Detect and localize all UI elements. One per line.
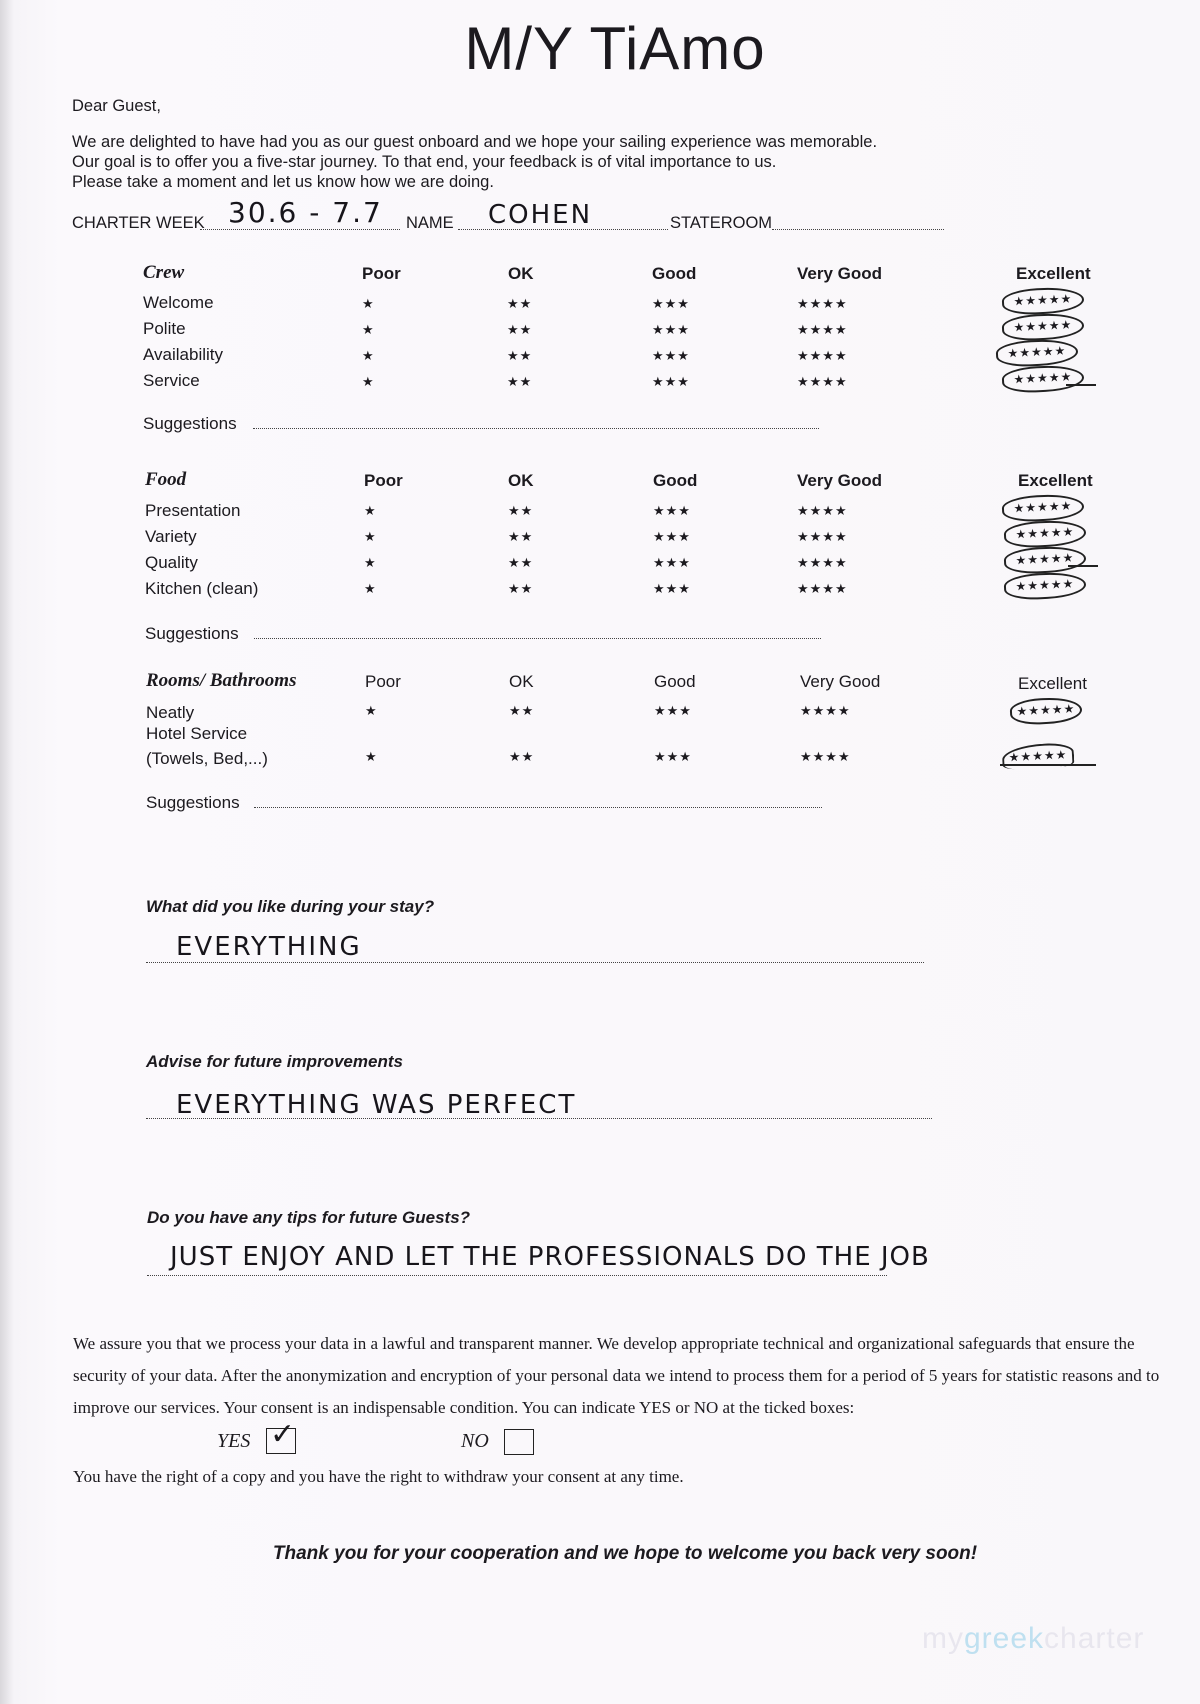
rating-very-good-option[interactable]: ★★★★ [797, 348, 848, 363]
rooms-item-label: Hotel Service [146, 724, 248, 743]
rating-excellent-circled[interactable]: ★★★★★ [1009, 696, 1082, 726]
rating-very-good-option[interactable]: ★★★★ [797, 296, 848, 311]
rooms-item-label: (Towels, Bed,...) [146, 749, 268, 768]
rating-ok-option[interactable]: ★★ [507, 348, 533, 363]
food-item-label: Kitchen (clean) [145, 579, 259, 598]
rating-good-option[interactable]: ★★★ [653, 529, 691, 544]
data-consent-text: We assure you that we process your data in a lawful and transparent manner. We develop appropriate technical and organizational safeguards that ensure the security of your data. After the anonymization and encryption of your personal data we intend to process them for a period of 5 years for statistic reasons and to improve our services. Your consent is an indispensable condition. You can indicate YES or NO at the ticked boxes: [73, 1334, 1160, 1417]
charter-week-value: 30.6 - 7.7 [228, 196, 383, 229]
rating-ok-option[interactable]: ★★ [509, 749, 535, 764]
rating-excellent-circled[interactable]: ★★★★★ [1003, 545, 1086, 575]
consent-yes-label: YES [217, 1430, 251, 1452]
rating-good-option[interactable]: ★★★ [653, 555, 691, 570]
rooms-header-very-good: Very Good [800, 672, 881, 691]
stateroom-label: STATEROOM [670, 214, 773, 232]
rating-poor-option[interactable]: ★ [362, 348, 375, 363]
rating-good-option[interactable]: ★★★ [653, 581, 691, 596]
rating-excellent-circled[interactable]: ★★★★★ [1003, 571, 1086, 601]
pen-stroke [1000, 764, 1096, 766]
closing-message: Thank you for your cooperation and we hope to welcome you back very soon! [272, 1543, 978, 1564]
rating-poor-option[interactable]: ★ [362, 296, 375, 311]
pen-stroke [1068, 565, 1098, 567]
intro-line-3: Please take a moment and let us know how we are doing. [72, 173, 494, 191]
rating-excellent-circled[interactable]: ★★★★★ [995, 338, 1078, 368]
rating-very-good-option[interactable]: ★★★★ [797, 555, 848, 570]
food-suggestions-label: Suggestions [145, 624, 239, 643]
improve-answer: EVERYTHING WAS PERFECT [176, 1090, 577, 1120]
rating-very-good-option[interactable]: ★★★★ [800, 749, 851, 764]
rating-very-good-option[interactable]: ★★★★ [797, 322, 848, 337]
crew-section-title: Crew [143, 262, 185, 283]
liked-answer-field[interactable] [146, 962, 924, 963]
rating-excellent-circled[interactable]: ★★★★★ [1003, 519, 1086, 549]
rating-poor-option[interactable]: ★ [365, 703, 378, 718]
rating-good-option[interactable]: ★★★ [654, 749, 692, 764]
food-item-label: Presentation [145, 501, 241, 520]
rating-ok-option[interactable]: ★★ [508, 555, 534, 570]
rating-ok-option[interactable]: ★★ [508, 581, 534, 596]
crew-header-very-good: Very Good [797, 264, 883, 283]
rooms-header-poor: Poor [365, 672, 401, 691]
crew-item-label: Welcome [143, 293, 214, 312]
charter-week-field[interactable] [200, 229, 400, 230]
rating-poor-option[interactable]: ★ [365, 749, 378, 764]
watermark-part: my [922, 1622, 964, 1655]
crew-item-label: Availability [143, 345, 224, 364]
crew-suggestions-field[interactable] [253, 428, 819, 429]
rating-excellent-circled[interactable]: ★★★★★ [1001, 364, 1084, 394]
form-title: M/Y TiAmo [464, 15, 766, 82]
tips-question: Do you have any tips for future Guests? [147, 1208, 471, 1227]
rating-good-option[interactable]: ★★★ [652, 348, 690, 363]
liked-answer: EVERYTHING [176, 932, 362, 962]
consent-no-label: NO [461, 1430, 489, 1452]
rooms-item-label: Neatly [146, 703, 195, 722]
rating-very-good-option[interactable]: ★★★★ [797, 581, 848, 596]
rating-ok-option[interactable]: ★★ [507, 322, 533, 337]
tips-answer-field[interactable] [147, 1275, 887, 1276]
crew-item-label: Service [143, 371, 200, 390]
rooms-section-title: Rooms/ Bathrooms [146, 670, 297, 691]
stateroom-field[interactable] [772, 229, 944, 230]
rooms-suggestions-field[interactable] [254, 807, 822, 808]
intro-line-2: Our goal is to offer you a five-star journey. To that end, your feedback is of vital importance to us. [72, 153, 777, 171]
rating-ok-option[interactable]: ★★ [508, 529, 534, 544]
rating-poor-option[interactable]: ★ [364, 555, 377, 570]
rating-very-good-option[interactable]: ★★★★ [797, 374, 848, 389]
crew-header-good: Good [652, 264, 697, 283]
rating-good-option[interactable]: ★★★ [653, 503, 691, 518]
rooms-header-excellent: Excellent [1018, 674, 1087, 693]
crew-header-ok: OK [508, 264, 534, 283]
name-label: NAME [406, 214, 454, 232]
crew-item-label: Polite [143, 319, 186, 338]
rating-poor-option[interactable]: ★ [362, 322, 375, 337]
crew-header-excellent: Excellent [1016, 264, 1091, 283]
rooms-header-good: Good [654, 672, 696, 691]
rating-ok-option[interactable]: ★★ [507, 374, 533, 389]
name-value: COHEN [488, 200, 593, 230]
crew-header-poor: Poor [362, 264, 401, 283]
liked-question: What did you like during your stay? [146, 897, 435, 916]
food-suggestions-field[interactable] [254, 638, 821, 639]
rooms-suggestions-label: Suggestions [146, 793, 240, 812]
greeting: Dear Guest, [72, 97, 161, 115]
food-header-excellent: Excellent [1018, 471, 1093, 490]
rating-excellent-circled[interactable]: ★★★★★ [1001, 493, 1084, 523]
rating-excellent-circled[interactable]: ★★★★★ [1001, 286, 1084, 316]
rating-ok-option[interactable]: ★★ [507, 296, 533, 311]
watermark-part: charter [1044, 1622, 1145, 1655]
rating-good-option[interactable]: ★★★ [652, 296, 690, 311]
improve-question: Advise for future improvements [146, 1052, 403, 1071]
rating-very-good-option[interactable]: ★★★★ [797, 529, 848, 544]
charter-week-label: CHARTER WEEK [72, 214, 205, 232]
food-item-label: Variety [145, 527, 197, 546]
watermark-part: greek [964, 1622, 1045, 1655]
consent-no-checkbox[interactable] [504, 1429, 534, 1455]
rating-very-good-option[interactable]: ★★★★ [800, 703, 851, 718]
rating-good-option[interactable]: ★★★ [654, 703, 692, 718]
pen-stroke [1066, 384, 1096, 386]
check-mark-icon: ✓ [270, 1418, 296, 1451]
rating-good-option[interactable]: ★★★ [652, 322, 690, 337]
intro-line-1: We are delighted to have had you as our guest onboard and we hope your sailing experience was memorable. [72, 133, 878, 151]
watermark-logo [922, 1622, 1144, 1656]
food-section-title: Food [145, 469, 187, 490]
food-header-very-good: Very Good [797, 471, 883, 490]
tips-answer: JUST ENJOY AND LET THE PROFESSIONALS DO THE JOB [170, 1242, 930, 1272]
rating-good-option[interactable]: ★★★ [652, 374, 690, 389]
rating-poor-option[interactable]: ★ [364, 581, 377, 596]
food-item-label: Quality [145, 553, 198, 572]
rating-ok-option[interactable]: ★★ [508, 503, 534, 518]
rating-very-good-option[interactable]: ★★★★ [797, 503, 848, 518]
rating-excellent-circled[interactable]: ★★★★★ [1001, 742, 1074, 770]
rating-poor-option[interactable]: ★ [364, 529, 377, 544]
rating-poor-option[interactable]: ★ [362, 374, 375, 389]
crew-suggestions-label: Suggestions [143, 414, 237, 433]
food-header-poor: Poor [364, 471, 403, 490]
food-header-good: Good [653, 471, 698, 490]
rooms-header-ok: OK [509, 672, 534, 691]
rating-ok-option[interactable]: ★★ [509, 703, 535, 718]
consent-rights-text: You have the right of a copy and you have the right to withdraw your consent at any time. [73, 1467, 684, 1486]
rating-poor-option[interactable]: ★ [364, 503, 377, 518]
food-header-ok: OK [508, 471, 534, 490]
rating-excellent-circled[interactable]: ★★★★★ [1001, 312, 1084, 342]
